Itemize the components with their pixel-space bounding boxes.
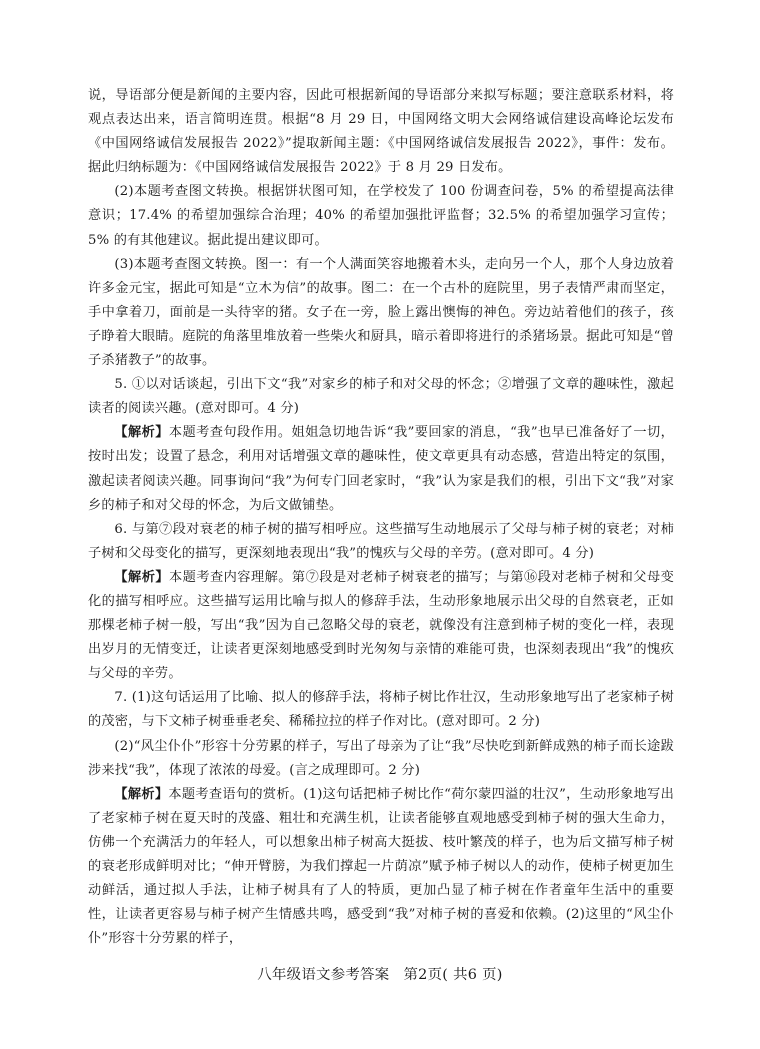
- paragraph-text: (2)本题考查图文转换。根据饼状图可知，在学校发了 100 份调查问卷，5% 的希望提高法律意识；17.4% 的希望加强综合治理；40% 的希望加强批评监督；32.5% 的希望加强学习宣传；5% 的有其他建议。据此提出建议即可。: [88, 184, 674, 248]
- analysis-tag: 【解析】: [114, 786, 169, 802]
- answer-6: [88, 518, 674, 566]
- analysis-5: [88, 421, 674, 517]
- page-footer: [0, 963, 760, 984]
- paragraph-text: 5. ①以对话谈起，引出下文“我”对家乡的柿子和对父母的怀念；②增强了文章的趣味性，激起读者的阅读兴趣。(意对即可。4 分): [88, 377, 674, 417]
- analysis-7: [88, 783, 674, 952]
- paragraph-3: [88, 253, 674, 373]
- answer-7-1: [88, 686, 674, 734]
- paragraph-text: (2)“风尘仆仆”形容十分劳累的样子，写出了母亲为了让“我”尽快吃到新鲜成熟的柿子而长途跋涉来找“我”，体现了浓浓的母爱。(言之成理即可。2 分): [88, 738, 674, 778]
- paragraph-text: 说，导语部分便是新闻的主要内容，因此可根据新闻的导语部分来拟写标题；要注意联系材料，将观点表达出来，语言简明连贯。根据“8 月 29 日，中国网络文明大会网络诚信建设高峰论坛发布《中国网络诚信发展报告 2022》”提取新闻主题：《中国网络诚信发展报告 2022》，事件：发布。据此归纳标题为：《中国网络诚信发展报告 2022》于 8 月 29 日发布。: [88, 88, 674, 176]
- answer-body: [88, 84, 674, 951]
- footer-page-number: 第2页( 共6 页): [403, 967, 503, 983]
- paragraph-text: 本题考查语句的赏析。(1)这句话把柿子树比作“荷尔蒙四溢的壮汉”，生动形象地写出了老家柿子树在夏天时的茂盛、粗壮和充满生机，让读者能够直观地感受到柿子树的强大生命力，仿佛一个充满活力的年轻人，可以想象出柿子树高大挺拔、枝叶繁茂的样子，也为后文描写柿子树的衰老形成鲜明对比；“伸开臂膀，为我们撑起一片荫凉”赋予柿子树以人的动作，使柿子树更加生动鲜活，通过拟人手法，让柿子树具有了人的特质，更加凸显了柿子树在作者童年生活中的重要性，让读者更容易与柿子树产生情感共鸣，感受到“我”对柿子树的喜爱和依赖。(2)这里的“风尘仆仆”形容十分劳累的样子，: [88, 786, 674, 947]
- footer-title: 八年级语文参考答案: [257, 967, 390, 983]
- paragraph-1: [88, 84, 674, 180]
- paragraph-text: 7. (1)这句话运用了比喻、拟人的修辞手法，将柿子树比作壮汉，生动形象地写出了老家柿子树的茂密，与下文柿子树垂垂老矣、稀稀拉拉的样子作对比。(意对即可。2 分): [88, 690, 674, 730]
- paragraph-2: [88, 180, 674, 252]
- paragraph-text: 6. 与第⑦段对衰老的柿子树的描写相呼应。这些描写生动地展示了父母与柿子树的衰老；对柿子树和父母变化的描写，更深刻地表现出“我”的愧疚与父母的辛劳。(意对即可。4 分): [88, 521, 674, 561]
- analysis-6: [88, 566, 674, 686]
- paragraph-text: 本题考查句段作用。姐姐急切地告诉“我”要回家的消息，“我”也早已准备好了一切，按时出发；设置了悬念，利用对话增强文章的趣味性，使文章更具有动态感，营造出特定的氛围，激起读者阅读兴趣。同事询问“我”为何专门回老家时，“我”认为家是我们的根，引出下文“我”对家乡的柿子和对父母的怀念，为后文做铺垫。: [88, 425, 674, 513]
- answer-5: [88, 373, 674, 421]
- paragraph-text: (3)本题考查图文转换。图一：有一个人满面笑容地搬着木头，走向另一个人，那个人身边放着许多金元宝，据此可知是“立木为信”的故事。图二：在一个古朴的庭院里，男子表情严肃而坚定，手中拿着刀，面前是一头待宰的猪。女子在一旁，脸上露出懊悔的神色。旁边站着他们的孩子，孩子睁着大眼睛。庭院的角落里堆放着一些柴火和厨具，暗示着即将进行的杀猪场景。据此可知是“曾子杀猪教子”的故事。: [88, 256, 674, 369]
- answer-7-2: [88, 735, 674, 783]
- analysis-tag: 【解析】: [114, 425, 169, 441]
- analysis-tag: 【解析】: [114, 569, 170, 585]
- paragraph-text: 本题考查内容理解。第⑦段是对老柿子树衰老的描写；与第⑯段对老柿子树和父母变化的描写相呼应。这些描写运用比喻与拟人的修辞手法，生动形象地展示出父母的自然衰老，正如那棵老柿子树一般，写出“我”因为自己忽略父母的衰老，就像没有注意到柿子树的变化一样，表现出岁月的无情变迁，让读者更深刻地感受到时光匆匆与亲情的难能可贵，也深刻表现出“我”的愧疚与父母的辛劳。: [88, 569, 674, 682]
